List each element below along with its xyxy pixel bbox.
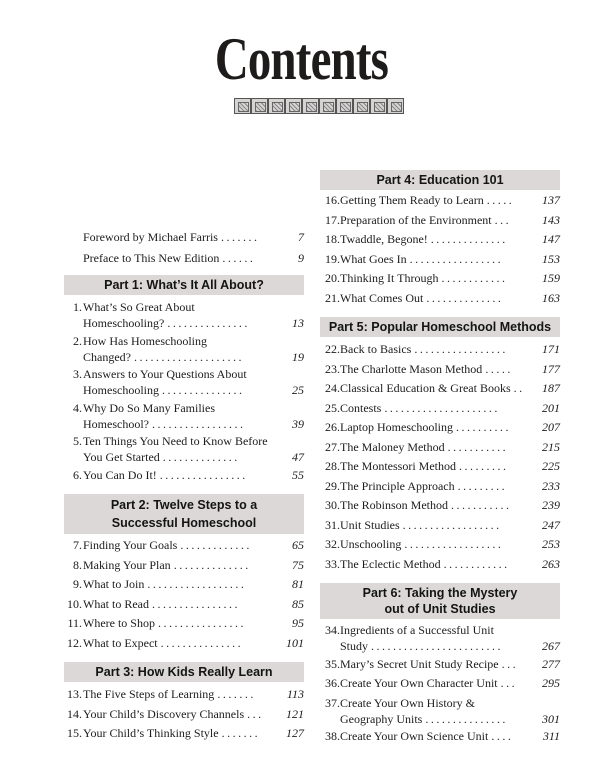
toc-entry[interactable]: 37. Create Your Own History & Geography Units ............... 301	[325, 695, 560, 726]
toc-entry[interactable]: 33. The Eclectic Method ............ 263	[325, 556, 560, 571]
toc-entry[interactable]: 12. What to Expect ............... 101	[67, 635, 304, 650]
toc-entry[interactable]: 26. Laptop Homeschooling .......... 207	[325, 420, 560, 434]
toc-entry[interactable]: 1. What’s So Great About Homeschooling? ............... 13	[73, 300, 304, 330]
toc-entry[interactable]: 14. Your Child’s Discovery Channels ... 121	[67, 706, 304, 721]
part-heading: Part 6: Taking the Mystery out of Unit Studies	[320, 583, 560, 619]
toc-entry[interactable]: 23. The Charlotte Mason Method ..... 177	[325, 361, 560, 376]
toc-entry[interactable]: 29. The Principle Approach ......... 233	[325, 478, 560, 493]
toc-entry[interactable]: 36. Create Your Own Character Unit ... 295	[325, 676, 560, 690]
toc-entry[interactable]: 30. The Robinson Method ........... 239	[325, 498, 560, 512]
decorative-border-ornament	[234, 98, 404, 114]
page-title: Contents	[214, 26, 389, 92]
toc-entry[interactable]: 6. You Can Do It! ................ 55	[73, 467, 304, 482]
toc-entry[interactable]: 31. Unit Studies .................. 247	[325, 517, 560, 532]
toc-entry[interactable]: 18. Twaddle, Begone! .............. 147	[325, 232, 560, 246]
toc-entry[interactable]: 35. Mary’s Secret Unit Study Recipe ... 277	[325, 656, 560, 671]
toc-entry[interactable]: 24. Classical Education & Great Books .. 187	[325, 381, 560, 395]
toc-entry[interactable]: 28. The Montessori Method ......... 225	[325, 459, 560, 473]
toc-entry[interactable]: 9. What to Join .................. 81	[73, 577, 304, 591]
toc-entry[interactable]: 27. The Maloney Method ........... 215	[325, 439, 560, 454]
toc-entry[interactable]: 8. Making Your Plan .............. 75	[73, 557, 304, 572]
toc-entry[interactable]: 3. Answers to Your Questions About Homeschooling ............... 25	[73, 367, 304, 397]
toc-entry[interactable]: 21. What Comes Out .............. 163	[325, 290, 560, 305]
toc-entry[interactable]: 5. Ten Things You Need to Know Before You Get Started .............. 47	[73, 434, 304, 464]
part-heading: Part 2: Twelve Steps to a Successful Homeschool	[64, 494, 304, 534]
toc-front-entry[interactable]: Foreword by Michael Farris ....... 7	[83, 230, 304, 244]
toc-entry[interactable]: 7. Finding Your Goals ............. 65	[73, 538, 304, 552]
part-heading: Part 3: How Kids Really Learn	[64, 662, 304, 682]
toc-left-column	[64, 229, 304, 745]
toc-entry[interactable]: 38. Create Your Own Science Unit .... 311	[325, 729, 560, 743]
toc-entry[interactable]: 34. Ingredients of a Successful Unit Study ........................ 267	[325, 623, 560, 653]
toc-entry[interactable]: 17. Preparation of the Environment ... 143	[325, 212, 560, 227]
part-heading: Part 4: Education 101	[320, 170, 560, 190]
toc-entry[interactable]: 32. Unschooling .................. 253	[325, 537, 560, 551]
toc-entry[interactable]: 15. Your Child’s Thinking Style ....... 127	[67, 726, 304, 740]
toc-entry[interactable]: 10. What to Read ................ 85	[67, 596, 304, 611]
toc-entry[interactable]: 16. Getting Them Ready to Learn ..... 137	[325, 193, 560, 207]
toc-entry[interactable]: 11. Where to Shop ................ 95	[67, 616, 304, 630]
toc-front-entry[interactable]: Preface to This New Edition ...... 9	[83, 250, 304, 265]
toc-right-column	[320, 170, 560, 748]
toc-entry[interactable]: 4. Why Do So Many Families Homeschool? ................. 39	[73, 400, 304, 431]
toc-entry[interactable]: 25. Contests ..................... 201	[325, 400, 560, 415]
toc-entry[interactable]: 19. What Goes In ................. 153	[325, 251, 560, 266]
toc-entry[interactable]: 2. How Has Homeschooling Changed? .................... 19	[73, 333, 304, 364]
part-heading: Part 5: Popular Homeschool Methods	[320, 317, 560, 337]
toc-entry[interactable]: 20. Thinking It Through ............ 159	[325, 271, 560, 285]
toc-entry[interactable]: 22. Back to Basics ................. 171	[325, 342, 560, 356]
part-heading: Part 1: What’s It All About?	[64, 275, 304, 295]
toc-entry[interactable]: 13. The Five Steps of Learning ....... 113	[67, 687, 304, 701]
